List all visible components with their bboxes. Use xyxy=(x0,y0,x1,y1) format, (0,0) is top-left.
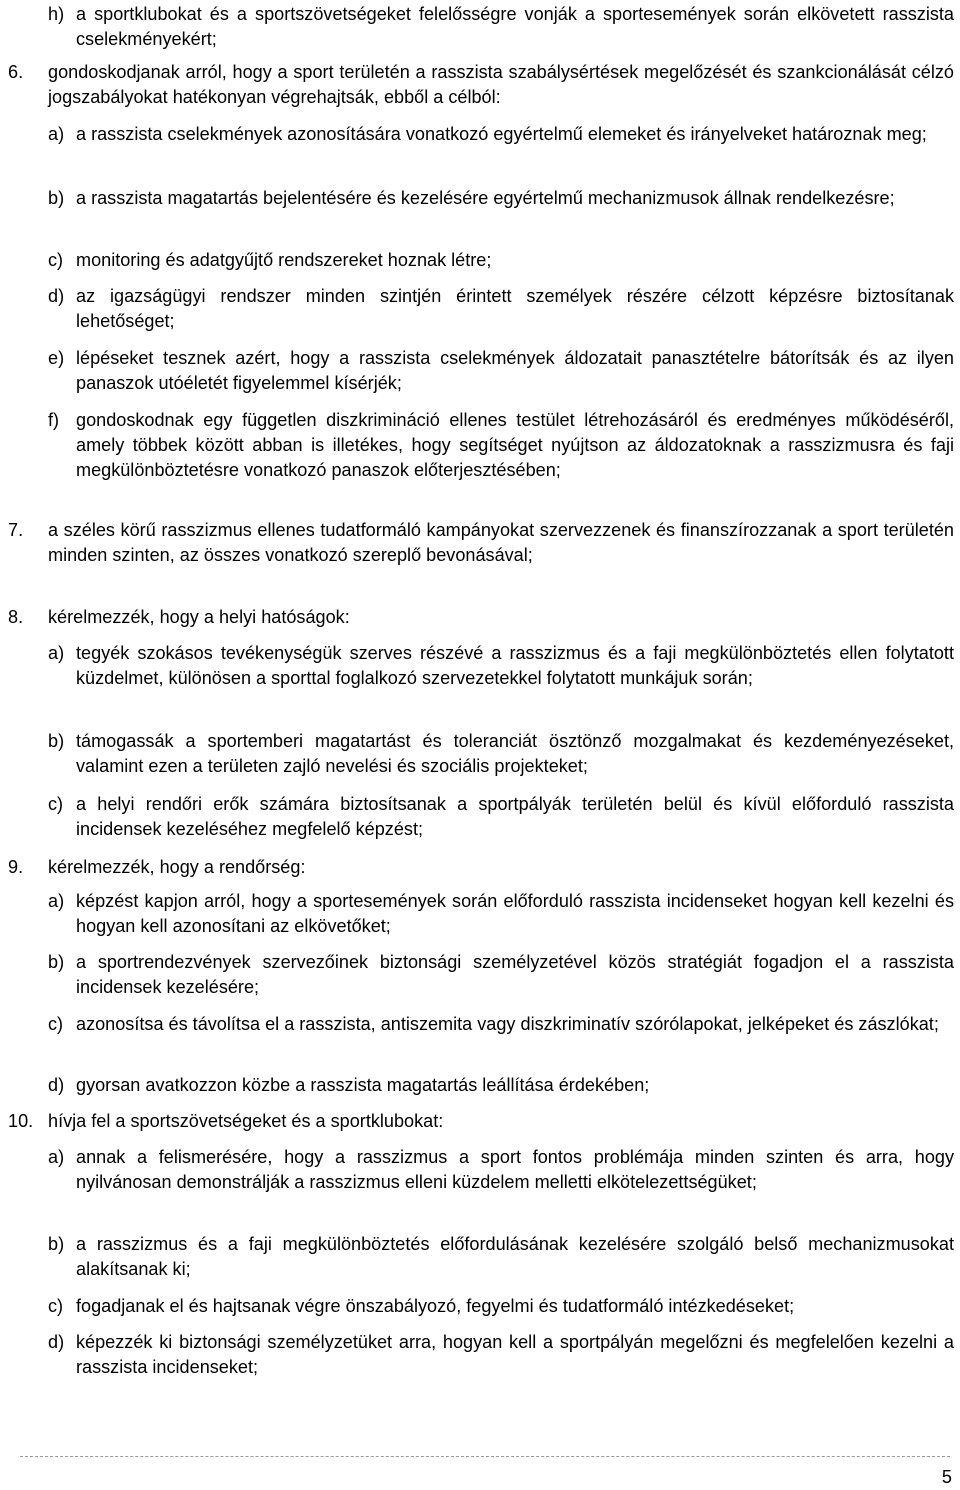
paragraph-text: monitoring és adatgyűjtő rendszereket hoznak létre; xyxy=(76,250,492,270)
list-item xyxy=(48,2,954,52)
paragraph-text: a helyi rendőri erők számára biztosítsanak a sportpályák területén belül és kívül előforduló rasszista incidensek kezeléséhez megfelelő képzést; xyxy=(76,794,954,839)
list-item xyxy=(48,729,954,779)
paragraph-text: hívja fel a sportszövetségeket és a sportklubokat: xyxy=(48,1111,444,1131)
paragraph-number: 6. xyxy=(8,62,24,82)
list-item xyxy=(48,346,954,396)
list-item xyxy=(48,792,954,842)
list-item-label: c) xyxy=(48,250,64,270)
list-item-label: d) xyxy=(48,286,65,306)
list-item-label: b) xyxy=(48,731,65,751)
numbered-paragraph xyxy=(8,60,954,110)
list-item xyxy=(48,284,954,334)
paragraph-text: a sportklubokat és a sportszövetségeket felelősségre vonják a sportesemények során elkövetett rasszista cselekményekért; xyxy=(76,4,954,49)
list-item-label: a) xyxy=(48,891,65,911)
numbered-paragraph xyxy=(8,855,954,880)
list-item xyxy=(48,1294,954,1319)
paragraph-text: azonosítsa és távolítsa el a rasszista, antiszemita vagy diszkriminatív szórólapokat, jelképeket és zászlókat; xyxy=(76,1014,939,1034)
page-number: 5 xyxy=(941,1467,952,1487)
footer-divider xyxy=(20,1456,950,1457)
list-item xyxy=(48,186,954,211)
list-item-label: c) xyxy=(48,794,64,814)
list-item xyxy=(48,1073,954,1098)
paragraph-number: 10. xyxy=(8,1111,34,1131)
paragraph-text: a sportrendezvények szervezőinek biztonsági személyzetével közös stratégiát fogadjon el a rasszista incidensek kezelésére; xyxy=(76,952,954,997)
list-item-label: d) xyxy=(48,1332,65,1352)
paragraph-number: 9. xyxy=(8,857,24,877)
list-item-label: d) xyxy=(48,1075,65,1095)
paragraph-text: fogadjanak el és hajtsanak végre önszabályozó, fegyelmi és tudatformáló intézkedéseket; xyxy=(76,1296,795,1316)
list-item xyxy=(48,950,954,1000)
paragraph-text: gondoskodnak egy független diszkrimináció ellenes testület létrehozásáról és eredményes működéséről, amely többek között abban is illetékes, hogy segítséget nyújtson az áldozatoknak a rasszizmusra és faji megkülönböztetésre vonatkozó panaszok előterjesztésében; xyxy=(76,410,954,480)
list-item-label: a) xyxy=(48,124,65,144)
list-item-label: c) xyxy=(48,1296,64,1316)
list-item-label: h) xyxy=(48,4,65,24)
paragraph-text: képezzék ki biztonsági személyzetüket arra, hogyan kell a sportpályán megelőzni és megfelelően kezelni a rasszista incidenseket; xyxy=(76,1332,954,1377)
paragraph-text: tegyék szokásos tevékenységük szerves részévé a rasszizmus és a faji megkülönböztetés ellen folytatott küzdelmet, különösen a sporttal foglalkozó szervezetekkel folytatott munkájuk során; xyxy=(76,643,954,688)
list-item xyxy=(48,248,954,273)
numbered-paragraph xyxy=(8,1109,954,1134)
paragraph-text: kérelmezzék, hogy a rendőrség: xyxy=(48,857,306,877)
list-item xyxy=(48,408,954,483)
paragraph-text: gondoskodjanak arról, hogy a sport területén a rasszista szabálysértések megelőzését és szankcionálását célzó jogszabályokat hatékonyan végrehajtsák, ebből a célból: xyxy=(48,62,954,107)
paragraph-number: 7. xyxy=(8,520,24,540)
list-item xyxy=(48,1330,954,1380)
paragraph-text: az igazságügyi rendszer minden szintjén érintett személyek részére célzott képzésre biztosítanak lehetőséget; xyxy=(76,286,954,331)
list-item-label: a) xyxy=(48,1147,65,1167)
list-item xyxy=(48,1232,954,1282)
list-item-label: b) xyxy=(48,188,65,208)
list-item-label: f) xyxy=(48,410,60,430)
list-item-label: b) xyxy=(48,952,65,972)
paragraph-text: támogassák a sportemberi magatartást és toleranciát ösztönző mozgalmakat és kezdeményezéseket, valamint ezen a területen zajló nevelési és szociális projekteket; xyxy=(76,731,954,776)
numbered-paragraph xyxy=(8,605,954,630)
numbered-paragraph xyxy=(8,518,954,568)
paragraph-text: a rasszista magatartás bejelentésére és kezelésére egyértelmű mechanizmusok állnak rendelkezésre; xyxy=(76,188,895,208)
paragraph-text: képzést kapjon arról, hogy a sportesemények során előforduló rasszista incidenseket hogyan kell kezelni és hogyan kell azonosítani az elkövetőket; xyxy=(76,891,954,936)
list-item xyxy=(48,122,954,147)
paragraph-text: lépéseket tesznek azért, hogy a rasszista cselekmények áldozatait panasztételre bátorítsák és az ilyen panaszok utóéletét figyelemmel kísérjék; xyxy=(76,348,954,393)
list-item-label: b) xyxy=(48,1234,65,1254)
paragraph-text: a rasszista cselekmények azonosítására vonatkozó egyértelmű elemeket és irányelveket határoznak meg; xyxy=(76,124,927,144)
list-item-label: e) xyxy=(48,348,65,368)
list-item xyxy=(48,1012,954,1037)
list-item xyxy=(48,1145,954,1195)
list-item xyxy=(48,889,954,939)
list-item-label: a) xyxy=(48,643,65,663)
paragraph-text: gyorsan avatkozzon közbe a rasszista magatartás leállítása érdekében; xyxy=(76,1075,650,1095)
paragraph-number: 8. xyxy=(8,607,24,627)
list-item xyxy=(48,641,954,691)
list-item-label: c) xyxy=(48,1014,64,1034)
paragraph-text: a rasszizmus és a faji megkülönböztetés előfordulásának kezelésére szolgáló belső mechanizmusokat alakítsanak ki; xyxy=(76,1234,954,1279)
paragraph-text: kérelmezzék, hogy a helyi hatóságok: xyxy=(48,607,350,627)
paragraph-text: annak a felismerésére, hogy a rasszizmus a sport fontos problémája minden szinten és arra, hogy nyilvánosan demonstrálják a rasszizmus elleni küzdelem melletti elkötelezettségüket; xyxy=(76,1147,954,1192)
paragraph-text: a széles körű rasszizmus ellenes tudatformáló kampányokat szervezzenek és finanszírozzanak a sport területén minden szinten, az összes vonatkozó szereplő bevonásával; xyxy=(48,520,954,565)
